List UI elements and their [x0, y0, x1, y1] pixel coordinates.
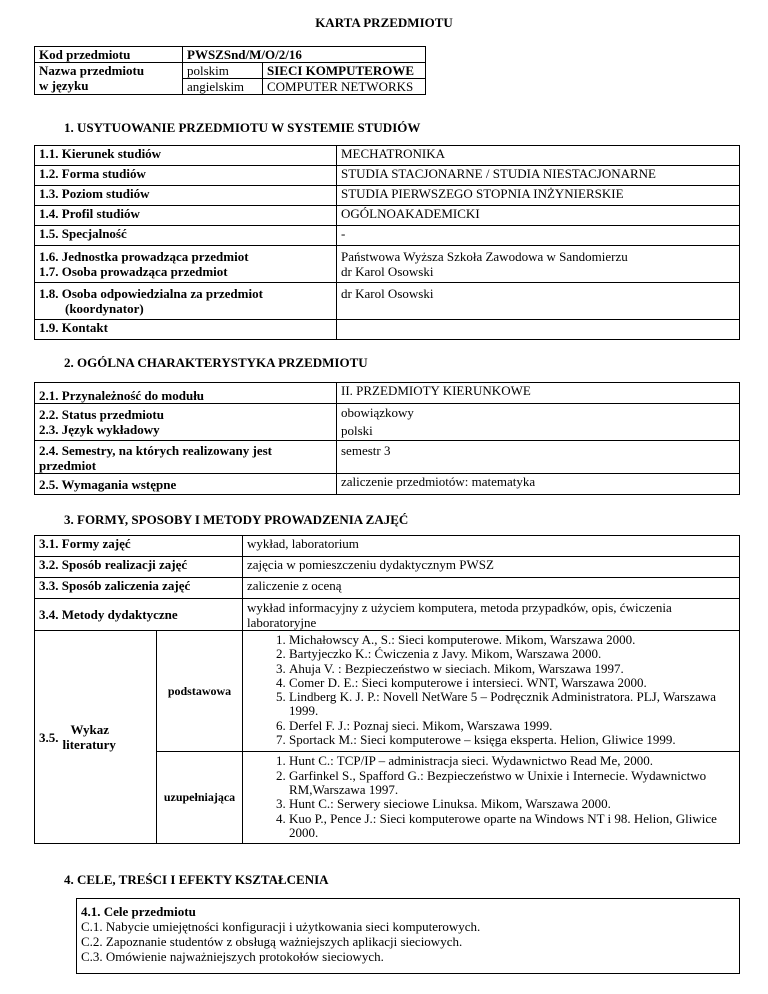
s2-label-pair: 2.2. Status przedmiotu 2.3. Język wykładowy	[35, 404, 337, 441]
course-name-en: COMPUTER NETWORKS	[263, 79, 426, 95]
section2-table	[34, 382, 740, 495]
s1-value: STUDIA STACJONARNE / STUDIA NIESTACJONARNE	[337, 166, 740, 186]
section2-heading: 2. OGÓLNA CHARAKTERYSTYKA PRZEDMIOTU	[64, 355, 368, 370]
s1-value: dr Karol Osowski	[337, 283, 740, 320]
section4-heading: 4. CELE, TREŚCI I EFEKTY KSZTAŁCENIA	[64, 872, 329, 887]
s1-value: -	[337, 226, 740, 246]
course-name-pl: SIECI KOMPUTEROWE	[263, 63, 426, 79]
literature-item: 1. Michałowscy A., S.: Sieci komputerowe. Mikom, Warszawa 2000.	[289, 633, 733, 647]
literature-item: 4. Kuo P., Pence J.: Sieci komputerowe oparte na Windows NT i 98. Helion, Gliwice 2000.	[289, 812, 733, 841]
goals-title: 4.1. Cele przedmiotu	[81, 904, 196, 919]
goal-item: C.3. Omówienie najważniejszych protokołów sieciowych.	[81, 949, 384, 964]
s1-label: 1.3. Poziom studiów	[35, 186, 337, 206]
section3-table	[34, 535, 740, 844]
literature-item: 3. Hunt C.: Serwery sieciowe Linuksa. Mikom, Warszawa 2000.	[289, 797, 733, 811]
literature-supp-list	[243, 752, 740, 844]
s1-label-pair: 1.6. Jednostka prowadząca przedmiot 1.7. Osoba prowadząca przedmiot	[35, 246, 337, 283]
literature-item: 3. Ahuja V. : Bezpieczeństwo w sieciach. Mikom, Warszawa 1997.	[289, 662, 733, 676]
goal-item: C.1. Nabycie umiejętności konfiguracji i użytkowania sieci komputerowych.	[81, 919, 481, 934]
lang-en-label: angielskim	[183, 79, 263, 95]
s3-label: 3.4. Metody dydaktyczne	[35, 599, 243, 631]
s2-value: semestr 3	[337, 441, 740, 474]
s2-label: 2.1. Przynależność do modułu	[35, 383, 337, 404]
course-name-label: Nazwa przedmiotu w języku	[35, 63, 183, 95]
s2-value: zaliczenie przedmiotów: matematyka	[337, 474, 740, 495]
course-code-value: PWSZSnd/M/O/2/16	[183, 47, 426, 63]
goals-cell	[77, 899, 740, 974]
s3-value: zajęcia w pomieszczeniu dydaktycznym PWSZ	[243, 557, 740, 578]
s1-label: 1.2. Forma studiów	[35, 166, 337, 186]
s1-value: STUDIA PIERWSZEGO STOPNIA INŻYNIERSKIE	[337, 186, 740, 206]
page-title: KARTA PRZEDMIOTU	[315, 15, 453, 30]
s2-value: II. PRZEDMIOTY KIERUNKOWE	[337, 383, 740, 404]
s1-label: 1.1. Kierunek studiów	[35, 146, 337, 166]
literature-item: 6. Derfel F. J.: Poznaj sieci. Mikom, Warszawa 1999.	[289, 719, 733, 733]
section1-heading: 1. USYTUOWANIE PRZEDMIOTU W SYSTEMIE STUDIÓW	[64, 120, 421, 135]
literature-item: 5. Lindberg K. J. P.: Novell NetWare 5 – Podręcznik Administratora. PLJ, Warszawa 1999.	[289, 690, 733, 719]
s1-value: MECHATRONIKA	[337, 146, 740, 166]
s3-value: zaliczenie z oceną	[243, 578, 740, 599]
lang-pl-label: polskim	[183, 63, 263, 79]
literature-item: 2. Garfinkel S., Spafford G.: Bezpieczeństwo w Unixie i Internecie. Wydawnictwo RM,Warszawa 1997.	[289, 769, 733, 798]
literature-item: 2. Bartyjeczko K.: Ćwiczenia z Javy. Mikom, Warszawa 2000.	[289, 647, 733, 661]
s1-value: OGÓLNOAKADEMICKI	[337, 206, 740, 226]
s1-label: 1.8. Osoba odpowiedzialna za przedmiot (koordynator)	[35, 283, 337, 320]
s2-value-pair: obowiązkowy polski	[337, 404, 740, 441]
s1-label: 1.5. Specjalność	[35, 226, 337, 246]
literature-basic-label: podstawowa	[157, 631, 243, 752]
literature-item: 1. Hunt C.: TCP/IP – administracja sieci. Wydawnictwo Read Me, 2000.	[289, 754, 733, 768]
s1-label: 1.4. Profil studiów	[35, 206, 337, 226]
s3-label: 3.3. Sposób zaliczenia zajęć	[35, 578, 243, 599]
s2-label: 2.4. Semestry, na których realizowany jest przedmiot	[35, 441, 337, 474]
literature-basic-list	[243, 631, 740, 752]
course-id-table	[34, 46, 426, 95]
literature-supp-label: uzupełniająca	[157, 752, 243, 844]
s1-label: 1.9. Kontakt	[35, 320, 337, 340]
s3-label: 3.1. Formy zajęć	[35, 536, 243, 557]
goal-item: C.2. Zapoznanie studentów z obsługą ważniejszych aplikacji sieciowych.	[81, 934, 463, 949]
s3-label: 3.2. Sposób realizacji zajęć	[35, 557, 243, 578]
course-code-label: Kod przedmiotu	[35, 47, 183, 63]
literature-label: 3.5. Wykaz literatury	[35, 631, 157, 844]
s3-value: wykład, laboratorium	[243, 536, 740, 557]
literature-item: 7. Sportack M.: Sieci komputerowe – księga eksperta. Helion, Gliwice 1999.	[289, 733, 733, 747]
s2-label: 2.5. Wymagania wstępne	[35, 474, 337, 495]
s3-value: wykład informacyjny z użyciem komputera, metoda przypadków, opis, ćwiczenia laboratoryjne	[243, 599, 740, 631]
section1-table	[34, 145, 740, 340]
s1-value-pair: Państwowa Wyższa Szkoła Zawodowa w Sandomierzu dr Karol Osowski	[337, 246, 740, 283]
s1-value	[337, 320, 740, 340]
section3-heading: 3. FORMY, SPOSOBY I METODY PROWADZENIA ZAJĘĆ	[64, 512, 409, 527]
literature-item: 4. Comer D. E.: Sieci komputerowe i intersieci. WNT, Warszawa 2000.	[289, 676, 733, 690]
section4-table	[76, 898, 740, 974]
